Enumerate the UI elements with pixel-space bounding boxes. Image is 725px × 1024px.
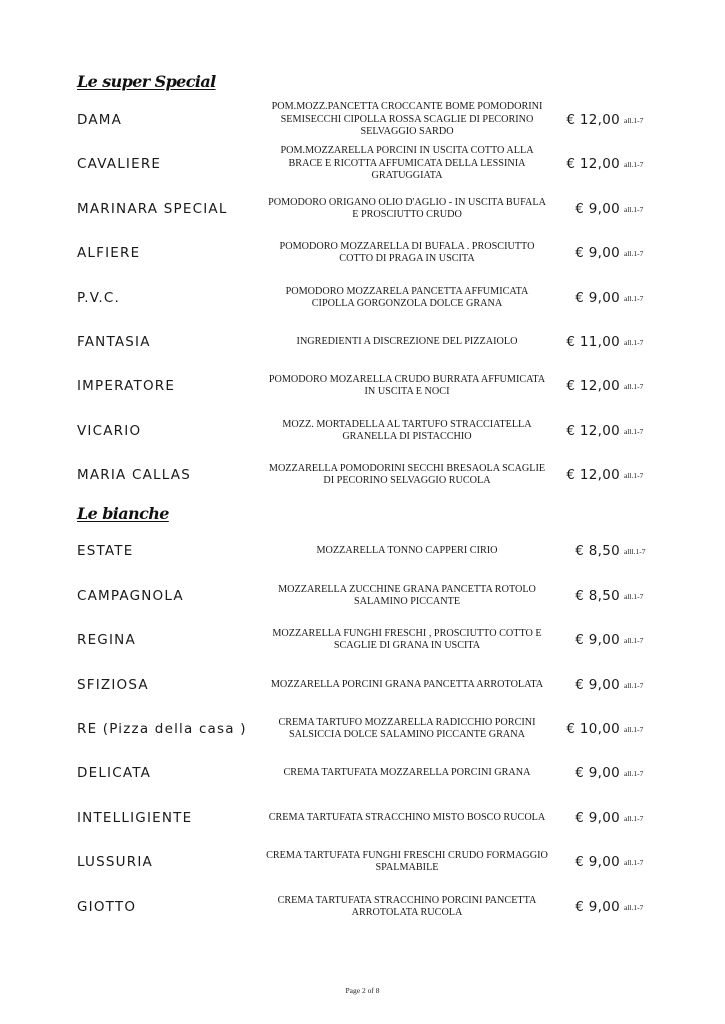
item-allergens: all.1-7 <box>624 902 644 912</box>
item-description: MOZZARELLA TONNO CAPPERI CIRIO <box>316 544 498 556</box>
menu-item <box>0 187 725 231</box>
menu-item <box>0 231 725 275</box>
item-description: POMODORO ORIGANO OLIO D'AGLIO - IN USCITA BUFALA E PROSCIUTTO CRUDO <box>268 196 546 220</box>
menu-item <box>0 796 725 840</box>
item-price: € 12,00 <box>566 156 620 172</box>
item-name: RE (Pizza della casa ) <box>77 721 247 737</box>
item-price: € 12,00 <box>566 378 620 394</box>
item-description: POM.MOZZ.PANCETTA CROCCANTE BOME POMODORINI SEMISECCHI CIPOLLA ROSSA SCAGLIE DI PECORINO SELVAGGIO SARDO <box>271 101 543 138</box>
item-allergens: all.1-7 <box>624 724 644 734</box>
item-allergens: all.1-7 <box>624 115 644 125</box>
item-name: REGINA <box>77 632 136 648</box>
item-name: ALFIERE <box>77 245 141 261</box>
menu-item <box>0 276 725 320</box>
item-description: INGREDIENTI A DISCREZIONE DEL PIZZAIOLO <box>296 335 518 347</box>
item-price: € 8,50 <box>575 588 620 604</box>
item-price: € 12,00 <box>566 112 620 128</box>
item-description: CREMA TARTUFATA MOZZARELLA PORCINI GRANA <box>283 766 531 778</box>
menu-item <box>0 409 725 453</box>
menu-item <box>0 574 725 618</box>
item-allergens: all.1-7 <box>624 813 644 823</box>
item-description: POMODORO MOZZARELLA DI BUFALA . PROSCIUTTO COTTO DI PRAGA IN USCITA <box>279 240 535 264</box>
item-name: CAMPAGNOLA <box>77 588 184 604</box>
item-name: INTELLIGIENTE <box>77 810 193 826</box>
item-price: € 9,00 <box>575 677 620 693</box>
item-price: € 9,00 <box>575 201 620 217</box>
item-allergens: all.1-7 <box>624 293 644 303</box>
item-name: CAVALIERE <box>77 156 162 172</box>
item-allergens: all.1-7 <box>624 635 644 645</box>
menu-item <box>0 529 725 573</box>
item-allergens: all.1-7 <box>624 857 644 867</box>
item-allergens: all.1-7 <box>624 381 644 391</box>
item-description: MOZZ. MORTADELLA AL TARTUFO STRACCIATELLA GRANELLA DI PISTACCHIO <box>282 418 532 442</box>
menu-item <box>0 663 725 707</box>
menu-item <box>0 364 725 408</box>
item-description: POM.MOZZARELLA PORCINI IN USCITA COTTO ALLA BRACE E RICOTTA AFFUMICATA DELLA LESSINIA GRATUGGIATA <box>280 145 534 182</box>
item-name: VICARIO <box>77 423 142 439</box>
item-description: POMODORO MOZZARELA PANCETTA AFFUMICATA CIPOLLA GORGONZOLA DOLCE GRANA <box>285 285 529 309</box>
menu-item <box>0 142 725 186</box>
item-allergens: all.1-7 <box>624 426 644 436</box>
item-name: DELICATA <box>77 765 152 781</box>
item-allergens: all.1-7 <box>624 248 644 258</box>
item-description: CREMA TARTUFATA FUNGHI FRESCHI CRUDO FORMAGGIO SPALMABILE <box>266 849 548 873</box>
item-name: MARIA CALLAS <box>77 467 191 483</box>
menu-item <box>0 320 725 364</box>
menu-item <box>0 885 725 929</box>
item-price: € 8,50 <box>575 543 620 559</box>
item-price: € 9,00 <box>575 810 620 826</box>
menu-item <box>0 98 725 142</box>
item-name: MARINARA SPECIAL <box>77 201 228 217</box>
item-description: MOZZARELLA PORCINI GRANA PANCETTA ARROTOLATA <box>270 678 544 690</box>
item-description: MOZZARELLA FUNGHI FRESCHI , PROSCIUTTO COTTO E SCAGLIE DI GRANA IN USCITA <box>272 627 542 651</box>
menu-item <box>0 840 725 884</box>
item-price: € 9,00 <box>575 290 620 306</box>
item-description: CREMA TARTUFATA STRACCHINO MISTO BOSCO RUCOLA <box>268 811 546 823</box>
item-description: CREMA TARTUFATA STRACCHINO PORCINI PANCETTA ARROTOLATA RUCOLA <box>277 894 537 918</box>
item-name: SFIZIOSA <box>77 677 149 693</box>
item-allergens: all.1-7 <box>624 204 644 214</box>
item-description: CREMA TARTUFO MOZZARELLA RADICCHIO PORCINI SALSICCIA DOLCE SALAMINO PICCANTE GRANA <box>278 716 536 740</box>
item-name: ESTATE <box>77 543 134 559</box>
page-number: Page 2 of 8 <box>345 986 380 995</box>
item-description: MOZZARELLA ZUCCHINE GRANA PANCETTA ROTOLO SALAMINO PICCANTE <box>278 583 536 607</box>
item-allergens: all.1-7 <box>624 591 644 601</box>
item-price: € 11,00 <box>566 334 620 350</box>
item-name: FANTASIA <box>77 334 151 350</box>
item-price: € 9,00 <box>575 245 620 261</box>
item-description: POMODORO MOZARELLA CRUDO BURRATA AFFUMICATA IN USCITA E NOCI <box>268 373 546 397</box>
item-name: IMPERATORE <box>77 378 176 394</box>
item-allergens: all.1-7 <box>624 337 644 347</box>
item-price: € 9,00 <box>575 899 620 915</box>
item-name: P.V.C. <box>77 290 121 306</box>
item-allergens: all.1-7 <box>624 159 644 169</box>
item-price: € 12,00 <box>566 467 620 483</box>
item-allergens: all.1-7 <box>624 680 644 690</box>
section-title-super-special: Le super Special <box>77 72 216 91</box>
item-allergens: alll.1-7 <box>624 546 646 556</box>
section-title-le-bianche: Le bianche <box>77 504 169 523</box>
item-price: € 12,00 <box>566 423 620 439</box>
item-price: € 10,00 <box>566 721 620 737</box>
item-name: GIOTTO <box>77 899 137 915</box>
menu-item <box>0 707 725 751</box>
item-name: DAMA <box>77 112 123 128</box>
item-price: € 9,00 <box>575 632 620 648</box>
menu-item <box>0 751 725 795</box>
menu-item <box>0 618 725 662</box>
menu-item <box>0 453 725 497</box>
item-allergens: all.1-7 <box>624 470 644 480</box>
item-price: € 9,00 <box>575 765 620 781</box>
item-description: MOZZARELLA POMODORINI SECCHI BRESAOLA SCAGLIE DI PECORINO SELVAGGIO RUCOLA <box>268 462 546 486</box>
item-allergens: all.1-7 <box>624 768 644 778</box>
item-price: € 9,00 <box>575 854 620 870</box>
item-name: LUSSURIA <box>77 854 153 870</box>
